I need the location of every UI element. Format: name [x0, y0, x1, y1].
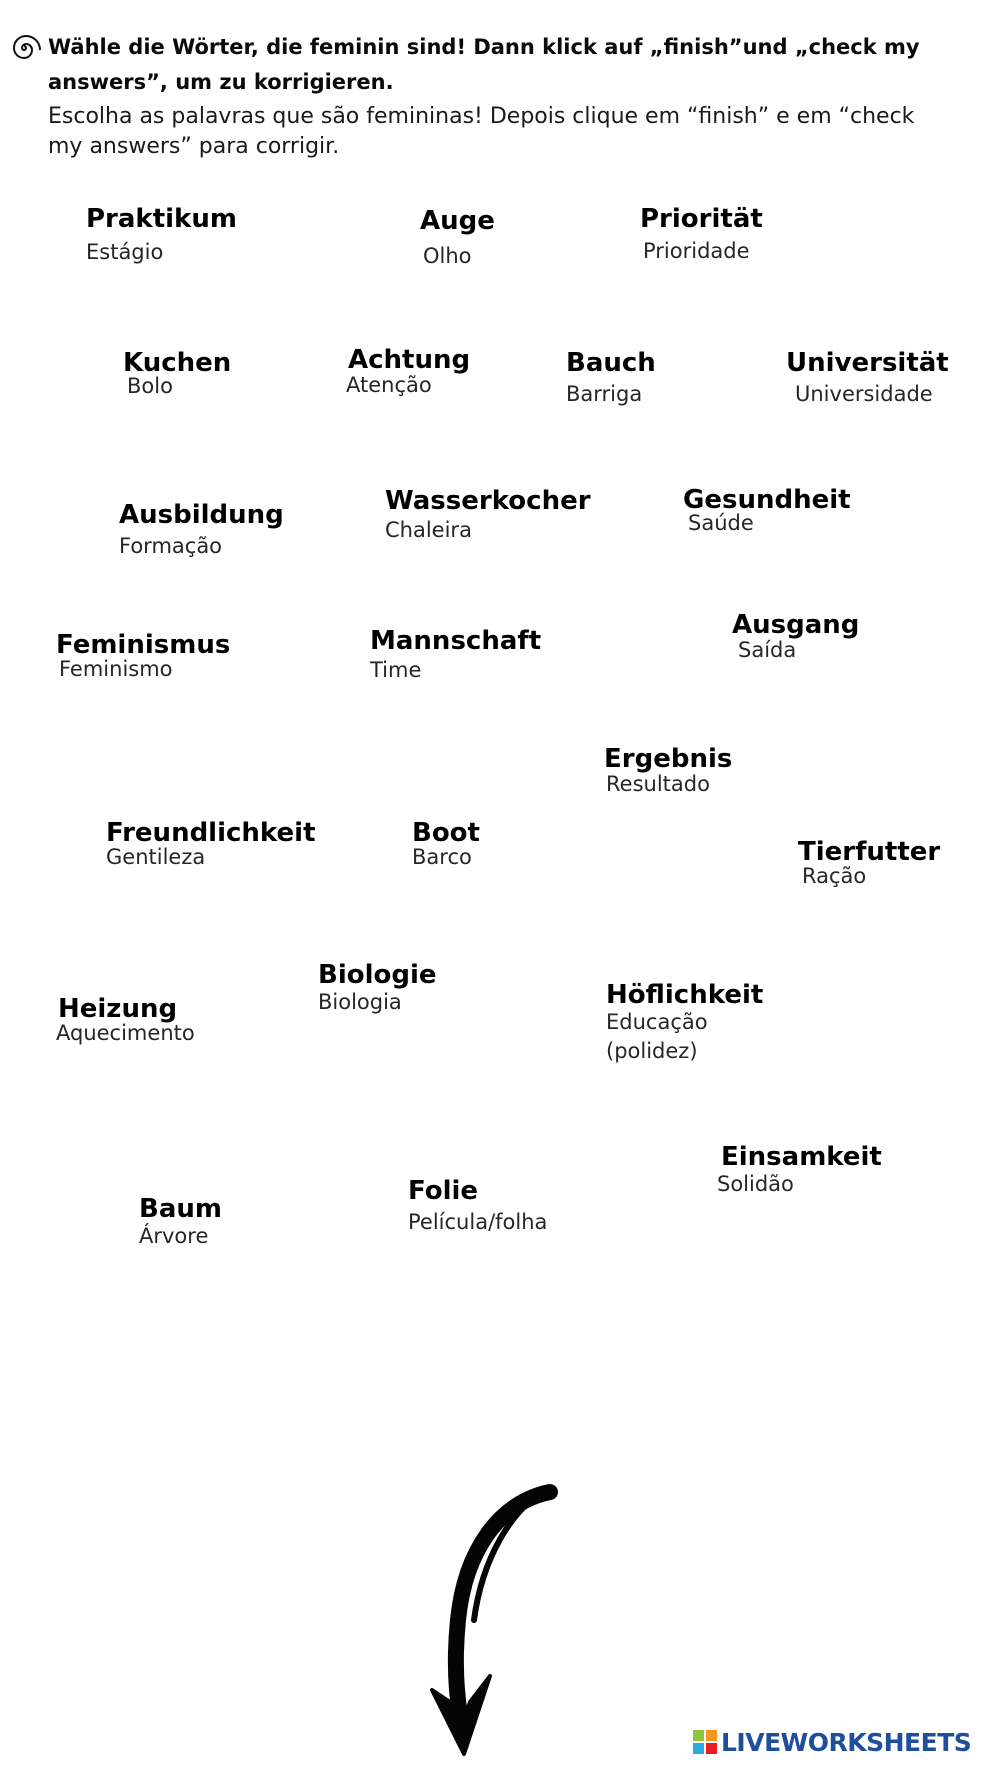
portuguese-translation: Bolo	[127, 374, 173, 398]
portuguese-translation: Saúde	[688, 511, 754, 535]
brand-name: LIVEWORKSHEETS	[721, 1727, 972, 1757]
word-option-prioritaet[interactable]	[640, 204, 763, 266]
portuguese-translation: Universidade	[795, 382, 933, 406]
portuguese-translation: Película/folha	[408, 1210, 548, 1234]
german-word: Auge	[420, 206, 495, 236]
word-option-gesundheit[interactable]	[683, 485, 851, 538]
portuguese-translation: Resultado	[606, 772, 710, 796]
word-option-universitaet[interactable]	[786, 348, 949, 409]
word-option-hoeflichkeit[interactable]	[606, 980, 763, 1066]
german-word: Biologie	[318, 960, 437, 990]
word-option-wasserkocher[interactable]	[385, 486, 591, 545]
arrow-down-icon	[420, 1480, 560, 1760]
german-word: Priorität	[640, 204, 763, 234]
word-option-folie[interactable]	[408, 1176, 547, 1237]
portuguese-translation: Estágio	[86, 240, 164, 264]
portuguese-translation: Formação	[119, 534, 223, 558]
portuguese-translation: Olho	[423, 244, 472, 268]
word-option-ausbildung[interactable]	[119, 500, 284, 561]
spiral-icon	[6, 30, 42, 66]
portuguese-translation: Solidão	[717, 1172, 794, 1196]
german-word: Achtung	[348, 345, 471, 375]
portuguese-translation: Barco	[412, 845, 472, 869]
word-option-mannschaft[interactable]	[370, 626, 541, 685]
word-option-baum[interactable]	[139, 1194, 222, 1251]
instruction-german: Wähle die Wörter, die feminin sind! Dann klick auf „finish”und „check my answers”, um zu korrigieren.	[48, 35, 920, 94]
portuguese-translation: Chaleira	[385, 518, 472, 542]
portuguese-translation: Saída	[738, 638, 797, 662]
portuguese-translation: Ração	[802, 864, 867, 888]
word-option-achtung[interactable]	[348, 345, 470, 400]
portuguese-translation: Aquecimento	[56, 1021, 195, 1045]
word-option-boot[interactable]	[412, 818, 480, 872]
german-word: Baum	[139, 1194, 222, 1224]
portuguese-translation: Gentileza	[106, 845, 206, 869]
portuguese-translation: Barriga	[566, 382, 643, 406]
portuguese-translation: Time	[370, 658, 422, 682]
word-option-bauch[interactable]	[566, 348, 656, 409]
german-word: Heizung	[58, 994, 178, 1024]
german-word: Gesundheit	[683, 485, 851, 515]
word-option-tierfutter[interactable]	[798, 837, 940, 891]
portuguese-translation: Biologia	[318, 990, 402, 1014]
portuguese-translation: Prioridade	[643, 239, 750, 263]
portuguese-translation: Educação (polidez)	[606, 1010, 708, 1063]
word-option-praktikum[interactable]	[86, 204, 237, 267]
portuguese-translation: Atenção	[346, 373, 432, 397]
instruction-portuguese: Escolha as palavras que são femininas! Depois clique em “finish” e em “check my answers” para corrigir.	[48, 104, 915, 159]
portuguese-translation: Feminismo	[59, 657, 173, 681]
word-option-heizung[interactable]	[58, 994, 195, 1048]
word-option-feminismus[interactable]	[56, 630, 230, 684]
german-word: Einsamkeit	[721, 1142, 882, 1172]
german-word: Folie	[408, 1176, 479, 1206]
word-option-ergebnis[interactable]	[604, 744, 732, 799]
german-word: Mannschaft	[370, 626, 542, 656]
german-word: Kuchen	[123, 348, 232, 378]
german-word: Tierfutter	[798, 837, 941, 867]
german-word: Feminismus	[56, 630, 231, 660]
liveworksheets-logo-icon	[692, 1729, 718, 1755]
word-option-biologie[interactable]	[318, 960, 437, 1017]
word-option-kuchen[interactable]	[123, 348, 231, 401]
german-word: Wasserkocher	[385, 486, 591, 516]
word-option-ausgang[interactable]	[732, 610, 859, 665]
word-option-auge[interactable]	[420, 206, 495, 271]
german-word: Ergebnis	[604, 744, 733, 774]
portuguese-translation: Árvore	[139, 1224, 209, 1248]
word-option-freundlichkeit[interactable]	[106, 818, 316, 872]
german-word: Ausbildung	[119, 500, 284, 530]
word-option-einsamkeit[interactable]	[717, 1142, 882, 1199]
german-word: Höflichkeit	[606, 980, 764, 1010]
liveworksheets-logo	[692, 1726, 971, 1758]
german-word: Ausgang	[732, 610, 860, 640]
german-word: Boot	[412, 818, 480, 848]
german-word: Universität	[786, 348, 949, 378]
german-word: Bauch	[566, 348, 656, 378]
german-word: Praktikum	[86, 204, 237, 234]
german-word: Freundlichkeit	[106, 818, 316, 848]
